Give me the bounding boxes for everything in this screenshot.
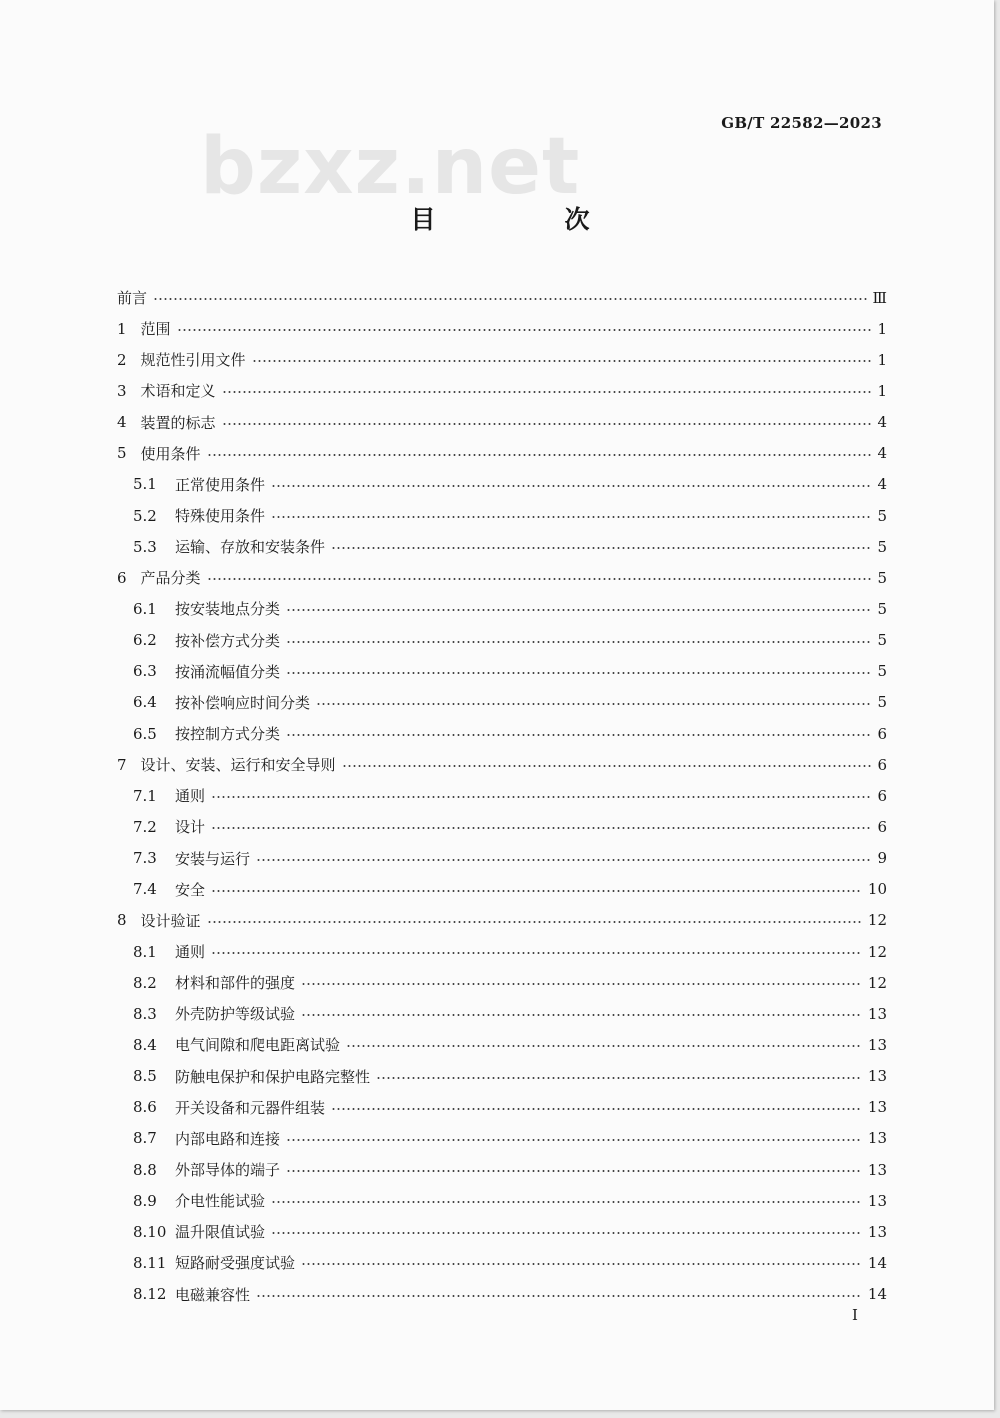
toc-entry-label: 规范性引用文件 — [140, 351, 246, 370]
dot-leader — [153, 298, 867, 300]
toc-entry[interactable] — [117, 531, 887, 562]
toc-entry-page: 5 — [877, 537, 887, 556]
toc-entry-number: 8.1 — [133, 942, 157, 961]
toc-entry[interactable] — [117, 1092, 887, 1123]
toc-entry[interactable] — [117, 500, 887, 531]
dot-leader — [252, 360, 871, 362]
toc-entry-label: 通则 — [175, 943, 206, 962]
toc-entry-number: 8.3 — [133, 1004, 157, 1023]
dot-leader — [211, 796, 871, 798]
toc-entry-page: 5 — [877, 693, 887, 712]
toc-entry-number: 4 — [117, 413, 127, 432]
dot-leader — [301, 1263, 862, 1265]
toc-entry-label: 按补偿响应时间分类 — [175, 693, 311, 712]
dot-leader — [256, 1295, 862, 1297]
toc-entry[interactable] — [117, 407, 887, 438]
toc-entry-label: 开关设备和元器件组装 — [175, 1098, 326, 1117]
toc-entry[interactable] — [117, 1216, 887, 1247]
toc-entry-label: 外部导体的端子 — [175, 1161, 281, 1179]
toc-entry-label: 通则 — [175, 787, 206, 806]
toc-entry-page: 12 — [867, 973, 887, 992]
toc-entry[interactable] — [117, 905, 887, 936]
toc-entry-number: 8.9 — [133, 1191, 157, 1210]
toc-entry-label: 防触电保护和保护电路完整性 — [175, 1067, 371, 1086]
dot-leader — [331, 1108, 862, 1110]
toc-entry-page: 4 — [877, 444, 887, 463]
toc-entry-page: 13 — [867, 1222, 887, 1241]
toc-entry-number: 8.7 — [133, 1129, 157, 1148]
toc-entry-page: 13 — [867, 1160, 887, 1179]
toc-entry-label: 介电性能试验 — [175, 1192, 266, 1211]
toc-entry[interactable] — [117, 1061, 887, 1092]
toc-entry-number: 3 — [117, 381, 127, 400]
toc-entry-page: 13 — [867, 1004, 887, 1023]
toc-entry[interactable] — [117, 1247, 887, 1278]
dot-leader — [222, 391, 871, 393]
toc-entry-label: 按控制方式分类 — [175, 725, 281, 744]
dot-leader — [342, 765, 871, 767]
dot-leader — [286, 1170, 862, 1172]
toc-entry-page: 12 — [867, 911, 887, 930]
toc-entry-number: 5.2 — [133, 506, 157, 525]
toc-entry-label: 运输、存放和安装条件 — [175, 538, 326, 557]
toc-entry-page: 13 — [867, 1098, 887, 1117]
toc-entry-label: 按安装地点分类 — [175, 600, 281, 619]
toc-entry-label: 短路耐受强度试验 — [175, 1254, 296, 1273]
dot-leader — [331, 547, 871, 549]
toc-entry-number: 6 — [117, 568, 127, 587]
toc-entry-page: 1 — [877, 381, 887, 400]
toc-entry[interactable] — [117, 749, 887, 780]
toc-entry-label: 使用条件 — [140, 444, 201, 463]
toc-entry-number: 5 — [117, 444, 127, 463]
dot-leader — [286, 641, 871, 643]
toc-entry[interactable] — [117, 1154, 887, 1185]
toc-entry-page: 6 — [877, 786, 887, 805]
toc-entry[interactable] — [117, 780, 887, 811]
page-title: 目 次 — [410, 205, 642, 234]
toc-entry-number: 8.6 — [133, 1098, 157, 1117]
toc-entry[interactable] — [117, 282, 887, 313]
toc-entry-page: 5 — [877, 631, 887, 650]
toc-entry-number: 8.12 — [133, 1285, 167, 1304]
toc-entry-page: 13 — [867, 1035, 887, 1054]
toc-entry-number: 5.1 — [133, 475, 157, 494]
toc-entry-label: 材料和部件的强度 — [175, 974, 296, 993]
toc-entry-label: 设计、安装、运行和安全导则 — [140, 756, 336, 775]
toc-entry-label: 安装与运行 — [175, 849, 251, 868]
toc-entry-page: 1 — [877, 350, 887, 369]
table-of-contents — [117, 282, 887, 1310]
toc-entry-label: 按补偿方式分类 — [175, 631, 281, 650]
dot-leader — [301, 983, 862, 985]
toc-entry[interactable] — [117, 1279, 887, 1310]
dot-leader — [271, 485, 871, 487]
toc-entry-page: 6 — [877, 724, 887, 743]
toc-entry[interactable] — [117, 562, 887, 593]
toc-entry-page: 1 — [877, 319, 887, 338]
toc-entry[interactable] — [117, 936, 887, 967]
toc-entry[interactable] — [117, 967, 887, 998]
toc-entry-page: 6 — [877, 817, 887, 836]
toc-entry-label: 按涌流幅值分类 — [175, 662, 281, 681]
toc-entry[interactable] — [117, 344, 887, 375]
toc-entry-number: 2 — [117, 350, 127, 369]
toc-entry[interactable] — [117, 313, 887, 344]
dot-leader — [286, 1139, 862, 1141]
dot-leader — [376, 1077, 862, 1079]
toc-entry-number: 8.4 — [133, 1035, 157, 1054]
toc-entry[interactable] — [117, 593, 887, 624]
dot-leader — [271, 516, 871, 518]
toc-entry-page: 5 — [877, 568, 887, 587]
toc-entry-page: 13 — [867, 1129, 887, 1148]
dot-leader — [207, 578, 871, 580]
toc-entry[interactable] — [117, 438, 887, 469]
dot-leader — [271, 1232, 862, 1234]
dot-leader — [207, 921, 862, 923]
toc-entry[interactable] — [117, 625, 887, 656]
toc-entry-page: 13 — [867, 1067, 887, 1086]
dot-leader — [346, 1045, 862, 1047]
dot-leader — [211, 890, 862, 892]
toc-entry-number: 8 — [117, 911, 127, 930]
toc-entry-label: 设计验证 — [140, 911, 201, 930]
toc-entry-number: 8.11 — [133, 1253, 167, 1272]
dot-leader — [316, 703, 871, 705]
toc-entry-label: 特殊使用条件 — [175, 507, 266, 526]
dot-leader — [286, 609, 871, 611]
toc-entry-label: 前言 — [117, 289, 148, 308]
toc-entry[interactable] — [117, 718, 887, 749]
toc-entry-number: 6.5 — [133, 724, 157, 743]
toc-entry-label: 电磁兼容性 — [175, 1285, 251, 1304]
toc-entry[interactable] — [117, 843, 887, 874]
toc-entry-number: 6.2 — [133, 631, 157, 650]
toc-entry-number: 7.3 — [133, 849, 157, 868]
toc-entry[interactable] — [117, 375, 887, 406]
dot-leader — [177, 329, 871, 331]
toc-entry-page: 12 — [867, 942, 887, 961]
toc-entry-number: 7.4 — [133, 880, 157, 899]
dot-leader — [207, 454, 871, 456]
toc-entry-page: 6 — [877, 755, 887, 774]
toc-entry-page: 13 — [867, 1191, 887, 1210]
toc-entry[interactable] — [117, 874, 887, 905]
toc-entry-page: 5 — [877, 506, 887, 525]
toc-entry-number: 8.10 — [133, 1222, 167, 1241]
toc-entry-page: 10 — [867, 880, 887, 899]
toc-entry[interactable] — [117, 998, 887, 1029]
standard-number: GB/T 22582—2023 — [721, 114, 882, 132]
toc-entry-number: 6.1 — [133, 599, 157, 618]
toc-entry[interactable] — [117, 656, 887, 687]
toc-entry-label: 范围 — [140, 320, 171, 339]
toc-entry-page: 14 — [867, 1253, 887, 1272]
dot-leader — [211, 952, 862, 954]
toc-entry-number: 7 — [117, 755, 127, 774]
toc-entry-number: 7.1 — [133, 786, 157, 805]
toc-entry-label: 术语和定义 — [140, 382, 216, 401]
toc-entry-page: 5 — [877, 599, 887, 618]
toc-entry-page: 4 — [877, 475, 887, 494]
toc-entry-number: 6.4 — [133, 693, 157, 712]
toc-entry-page: 5 — [877, 662, 887, 681]
toc-entry-label: 设计 — [175, 818, 206, 837]
toc-entry[interactable] — [117, 1029, 887, 1060]
page-folio: I — [852, 1306, 858, 1324]
toc-entry-label: 内部电路和连接 — [175, 1129, 281, 1148]
toc-entry-label: 温升限值试验 — [175, 1223, 266, 1242]
toc-entry-number: 7.2 — [133, 817, 157, 836]
toc-entry[interactable] — [117, 1123, 887, 1154]
toc-entry-label: 安全 — [175, 880, 206, 899]
toc-entry-label: 外壳防护等级试验 — [175, 1005, 296, 1024]
toc-entry-page: 9 — [877, 849, 887, 868]
dot-leader — [256, 859, 871, 861]
toc-entry-number: 6.3 — [133, 662, 157, 681]
toc-entry[interactable] — [117, 811, 887, 842]
toc-entry-page: 14 — [867, 1285, 887, 1304]
toc-entry[interactable] — [117, 1185, 887, 1216]
dot-leader — [222, 423, 871, 425]
toc-entry-label: 产品分类 — [140, 569, 201, 588]
toc-entry-number: 8.2 — [133, 973, 157, 992]
toc-entry-label: 正常使用条件 — [175, 475, 266, 494]
dot-leader — [286, 672, 871, 674]
toc-entry-page: 4 — [877, 413, 887, 432]
watermark: bzxz.net — [200, 122, 581, 212]
dot-leader — [271, 1201, 862, 1203]
toc-entry-page: Ⅲ — [872, 288, 887, 307]
toc-entry-number: 5.3 — [133, 537, 157, 556]
toc-entry-number: 1 — [117, 319, 127, 338]
toc-entry-label: 电气间隙和爬电距离试验 — [175, 1036, 341, 1055]
dot-leader — [301, 1014, 862, 1016]
toc-entry-number: 8.5 — [133, 1067, 157, 1086]
toc-entry-label: 装置的标志 — [140, 413, 216, 432]
toc-entry[interactable] — [117, 469, 887, 500]
toc-entry-number: 8.8 — [133, 1160, 157, 1179]
dot-leader — [286, 734, 871, 736]
toc-entry[interactable] — [117, 687, 887, 718]
dot-leader — [211, 827, 871, 829]
